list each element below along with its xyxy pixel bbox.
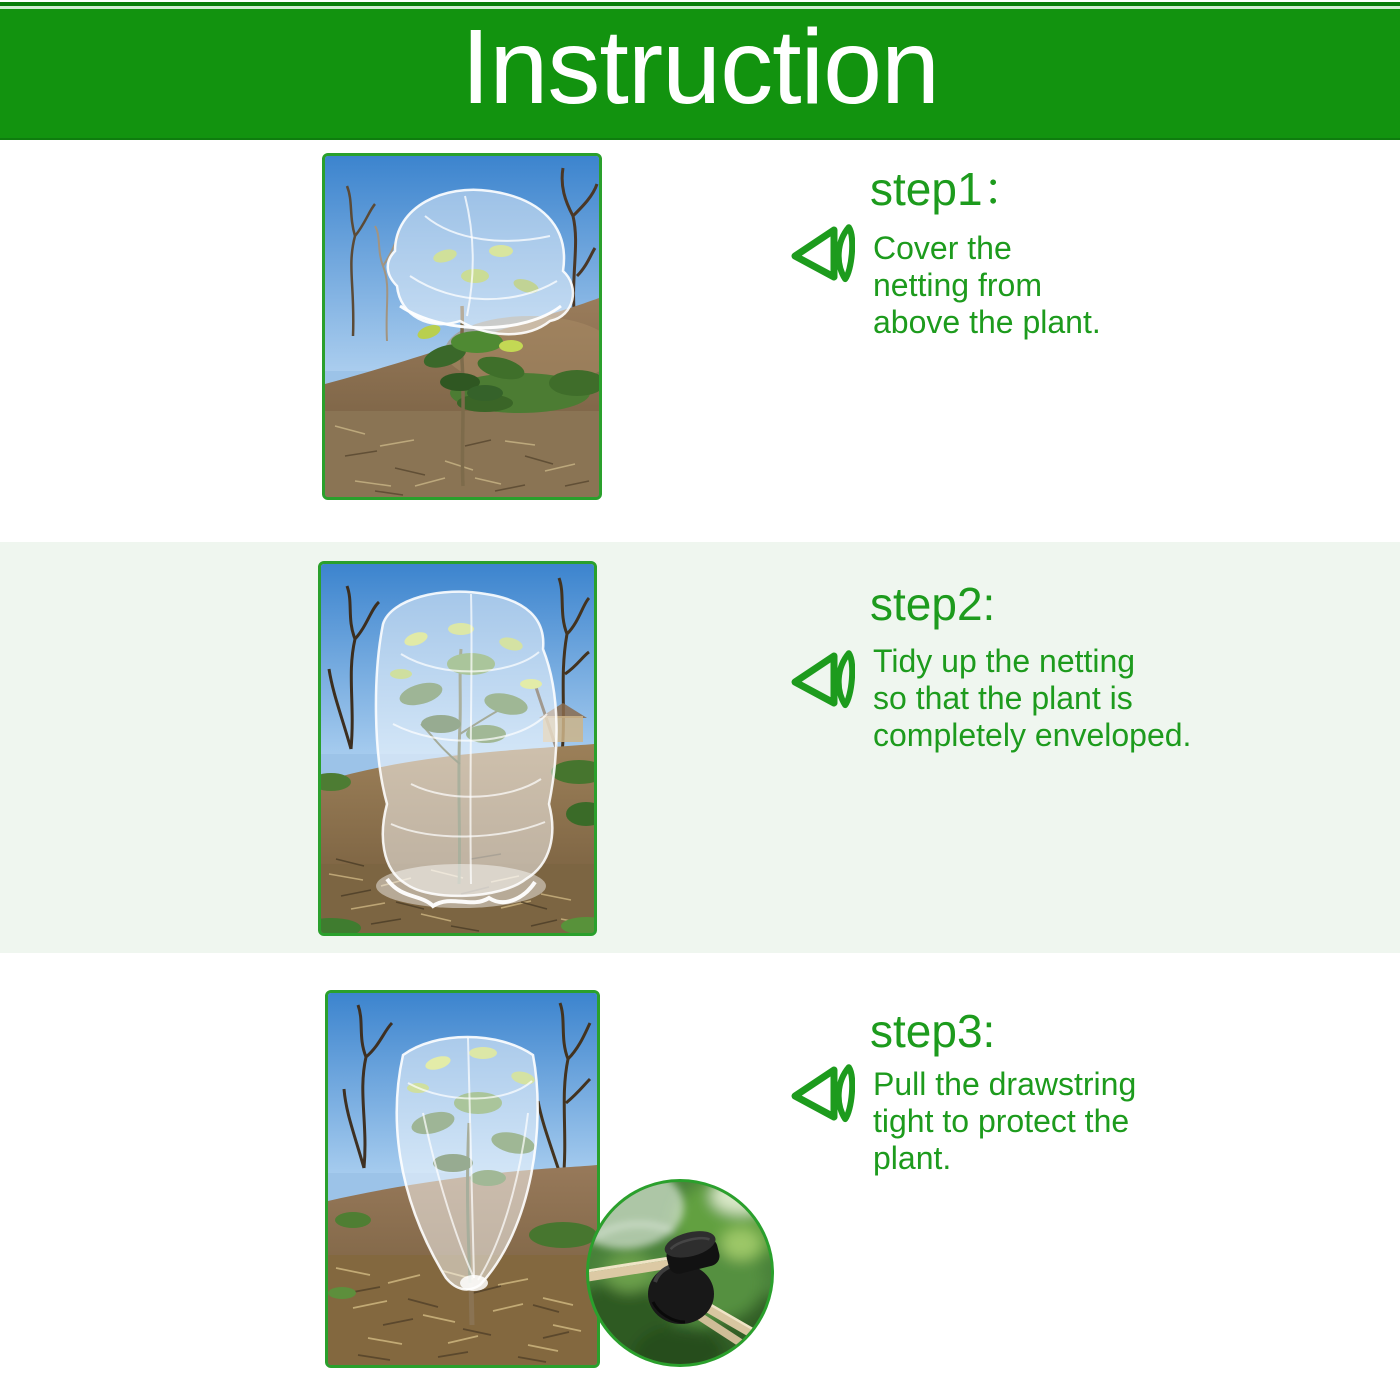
step1-description: Cover the netting from above the plant. — [873, 230, 1101, 340]
rewind-chevron-icon — [783, 222, 855, 284]
step1-title: step1： — [870, 163, 1029, 215]
drawstring-lock-inset-photo — [586, 1179, 774, 1367]
step2-title: step2: — [870, 578, 996, 630]
rewind-chevron-icon — [783, 1062, 855, 1124]
page-title: Instruction — [460, 7, 939, 126]
rewind-chevron-icon — [783, 648, 855, 710]
step2-photo-plant-enveloped — [318, 561, 597, 936]
step3-photo-drawstring-tightened — [325, 990, 600, 1368]
step3-description: Pull the drawstring tight to protect the plant. — [873, 1066, 1137, 1176]
step2-description: Tidy up the netting so that the plant is completely enveloped. — [873, 643, 1192, 753]
step3-title: step3: — [870, 1005, 996, 1057]
step1-photo-netting-over-plant — [322, 153, 602, 500]
header-banner — [0, 2, 1400, 140]
